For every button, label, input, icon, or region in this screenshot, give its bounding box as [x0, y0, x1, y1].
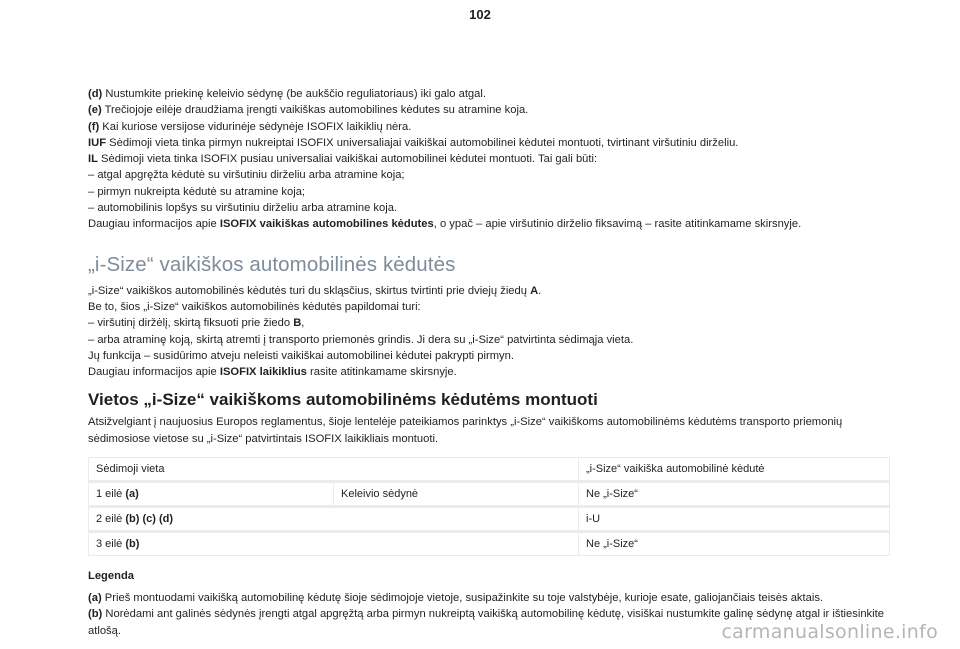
note-d: (d) Nustumkite priekinę keleivio sėdynę (be aukščio reguliatoriaus) iki galo atgal. — [88, 88, 486, 100]
i-size-line-5: Jų funkcija – susidūrimo atveju neleisti vaikiškai automobilinei kėdutei pakrypti pirmyn. — [88, 349, 514, 362]
legend-item-b: (b) Norėdami ant galinės sėdynės įrengti atgal apgręžtą arba pirmyn nukreiptą vaikišką automobilinę kėdutę, visiškai nustumkite galinę sėdynę atgal ir ištiesinkite atlošą. — [88, 608, 884, 637]
section-heading-i-size: „i-Size“ vaikiškos automobilinės kėdutės — [88, 252, 456, 276]
section-heading-seats: Vietos „i-Size“ vaikiškoms automobilinėms kėdutėms montuoti — [88, 390, 598, 410]
note-info: Daugiau informacijos apie ISOFIX vaikiškas automobilines kėdutes, o ypač – apie viršutinio dirželio fiksavimą – rasite atitinkamame skirsnyje. — [88, 218, 802, 231]
table-cell-seat: Keleivio sėdynė — [334, 483, 579, 508]
page-content — [88, 86, 888, 639]
table-cell-seat-type: Ne „i-Size“ — [579, 483, 889, 508]
table-header-seat-type: „i-Size“ vaikiška automobilinė kėdutė — [579, 458, 889, 483]
note-iuf: IUF Sėdimoji vieta tinka pirmyn nukreiptai ISOFIX universaliajai vaikiškai automobilinei kėdutei montuoti, tvirtinant viršutiniu dirželiu. — [88, 136, 739, 149]
note-f: (f) Kai kuriose versijose vidurinėje sėdynėje ISOFIX laikiklių nėra. — [88, 120, 412, 133]
i-size-line-1: „i-Size“ vaikiškos automobilinės kėdutės turi du skląsčius, skirtus tvirtinti prie dviejų žiedų A. — [88, 284, 542, 297]
table-cell-row: 1 eilė (a) — [89, 483, 334, 508]
i-size-line-2: Be to, šios „i-Size“ vaikiškos automobilinės kėdutės papildomai turi: — [88, 300, 421, 313]
seat-table — [88, 457, 890, 556]
table-row — [89, 508, 889, 533]
table-cell-row: 3 eilė (b) — [89, 533, 579, 555]
seats-intro: Atsižvelgiant į naujuosius Europos reglamentus, šioje lentelėje pateikiamos parinktys „i-Size“ vaikiškoms automobilinėms kėdutėms transporto priemonių sėdimosiose vietose su „i-Size“ patvirtintais ISOFIX laikikliais montuoti. — [88, 416, 843, 445]
table-row — [89, 533, 889, 555]
i-size-line-4: – arba atraminę koją, skirtą atremti į transporto priemonės grindis. Ji dera su „i-Size“ patvirtinta sėdimąja vieta. — [88, 333, 634, 346]
table-cell-row: 2 eilė (b) (c) (d) — [89, 508, 579, 533]
notes-block — [88, 86, 888, 233]
table-cell-seat-type: Ne „i-Size“ — [579, 533, 889, 555]
note-il-option-2: – pirmyn nukreipta kėdutė su atramine koja; — [88, 185, 306, 198]
table-row — [89, 483, 889, 508]
note-il-option-1: – atgal apgręžta kėdutė su viršutiniu dirželiu arba atramine koja; — [88, 169, 405, 182]
table-header-seat: Sėdimoji vieta — [89, 458, 579, 483]
note-il-option-3: – automobilinis lopšys su viršutiniu dirželiu arba atramine koja. — [88, 202, 398, 215]
i-size-info: Daugiau informacijos apie ISOFIX laikiklius rasite atitinkamame skirsnyje. — [88, 366, 457, 379]
table-cell-seat-type: i-U — [579, 508, 889, 533]
table-header-row — [89, 458, 889, 483]
i-size-line-3: – viršutinį diržėlį, skirtą fiksuoti prie žiedo B, — [88, 317, 305, 330]
legend-item-a: (a) Prieš montuodami vaikišką automobilinę kėdutę šioje sėdimojoje vietoje, susipažinkite su toje valstybėje, kurioje esate, galiojančiais teisės aktais. — [88, 592, 824, 605]
i-size-block — [88, 283, 888, 381]
legend-title: Legenda — [88, 570, 135, 583]
note-il: IL Sėdimoji vieta tinka ISOFIX pusiau universaliai vaikiškai automobilinei kėdutei montuoti. Tai gali būti: — [88, 153, 598, 166]
note-e: (e) Trečiojoje eilėje draudžiama įrengti vaikiškas automobilines kėdutes su atramine koja. — [88, 104, 529, 117]
watermark-text: carmanualsonline.info — [721, 621, 938, 643]
page-number: 102 — [469, 7, 491, 22]
